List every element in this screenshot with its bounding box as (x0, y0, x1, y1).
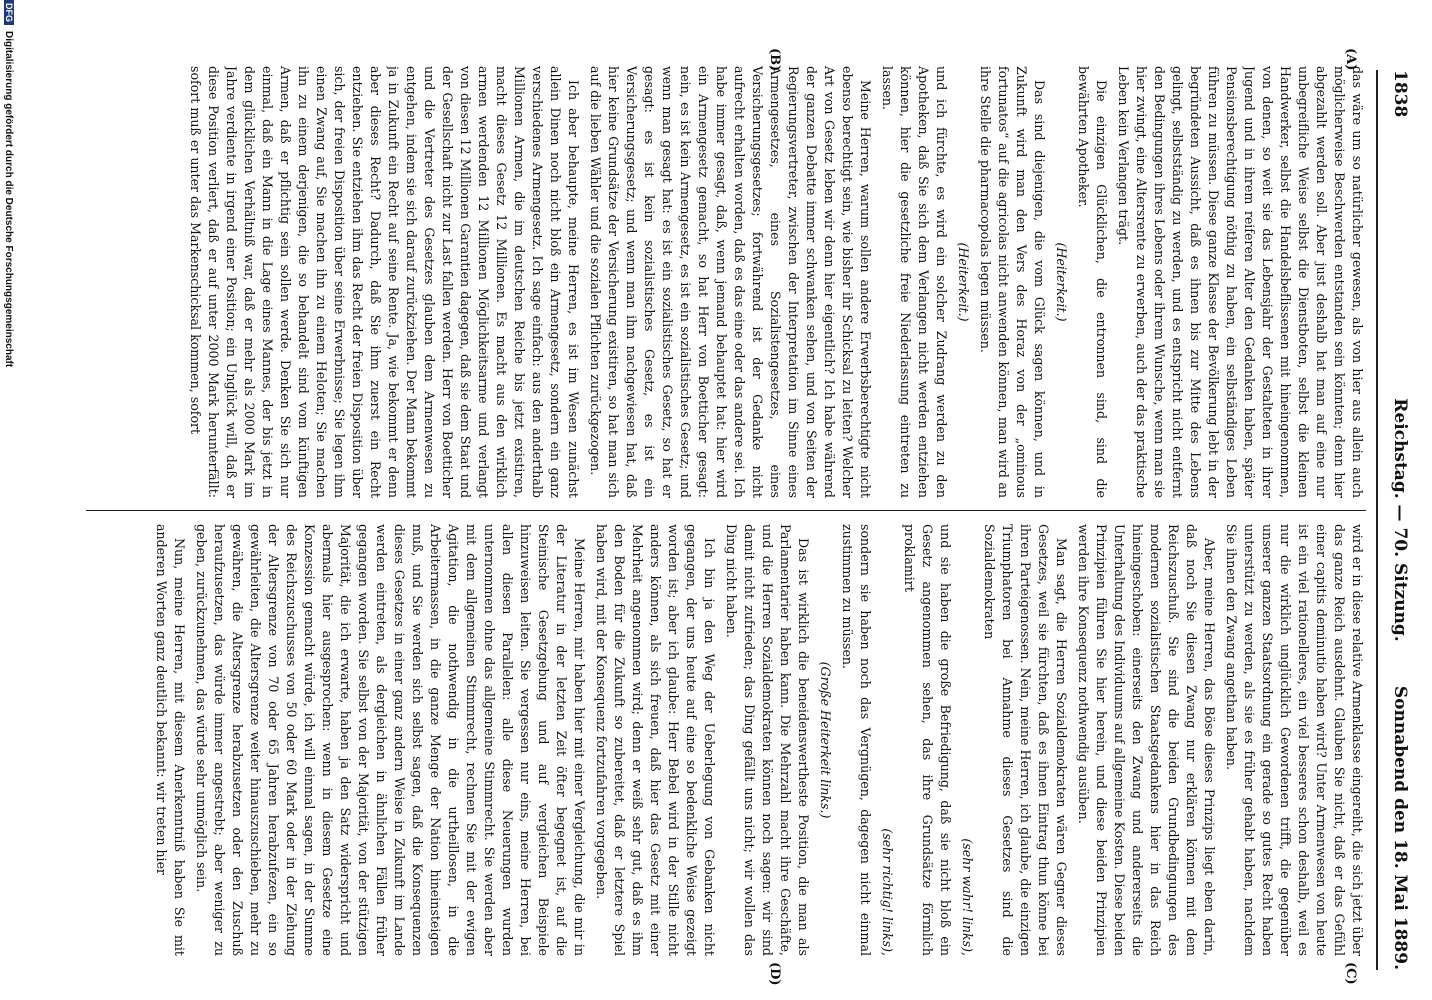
paragraph: Ich aber behaupte, meine Herren, es ist im Wesen zunächst allein Dinen noch nicht bloß ein Armengesetz, sondern ein ganz verschiedenes Armengesetz. Ich sage einfach: aus den anderthalb Millionen Armen, die im deutschen Reiche bis jetzt existiren, macht dieses Gesetz 12 Millionen. Es macht aus den wirklich armen werdenden 12 Millionen Möglichkeitsarme und verlangt von diesen 12 Millionen Garantien dagegen, daß sie dem Staat und der Gesellschaft nicht zur Last fallen werden. Herr von Boetticher und die Vertreter des Gesetzes glauben dem Armenwesen zu entgehen, indem sie sich darauf zurückziehen. Der Mann bekommt ja in Zukunft ein Recht auf seine Rente. Ja, wie bekommt er denn aber dieses Recht? Dadurch, daß Sie ihm zuerst ein Recht entziehen. Sie entziehen ihm das Recht der freien Disposition über sich, der freien Disposition über seine Erwerbnisse; Sie legen ihm einen Zwang auf, Sie machen ihn zu einem Heloten; Sie machen ihn zu einem derjenigen, die so behandelt sind vom künftigen Armen, daß er pflichtig sein sollen werde. Denken Sie sich nur einmal, daß ein Mann in die Lage eines Mannes, der bis jetzt in dem glücklichen Verhältniß war, daß er mehr als 2000 Mark im Jahre verdiente in irgend einer Position; ein Unglück will, daß er diese Position verliert, daß er auf unter 2000 Mark herunterfällt: sofort muß er unter das Markenschicksal kommen, sofort (188, 66, 581, 498)
paragraph: Ich bin ja den Weg der Ueberlegung von Gebanken nicht gegangen, der uns heute auf eine so bedenkliche Weise gezeigt worden ist; aber ich glaube: Herr Bebel wird in der Stille nicht anders können, als sich freuen, daß hier das Gesetz mit einer Mehrheit angenommen wird; denn er weiß sehr gut, daß es ihm den Boden für die Zukunft so zubereitet, daß er letztere Spiel haben wird, mit der Konsequenz fortzufahren vorgegeben. (594, 524, 717, 956)
margin-marker-b: (B) (767, 48, 782, 72)
margin-marker-c: (C) (1343, 962, 1358, 985)
interjection: (sehr richtig! links), (880, 828, 895, 956)
paragraph: Die einzigen Glücklichen, die entronnen sind, sind die bewährten Apotheker. (1076, 66, 1109, 498)
interjection: (Große Heiterkeit links.) (818, 661, 833, 819)
interjection: (sehr wahr! links), (960, 838, 975, 956)
paragraph: Man sagt, die Herren Sozialdemokraten wären Gegner dieses Gesetzes, weil sie fürchten, daß es ihnen Eintrag thun könne bei ihren Parteigenossen. Nein, meine Herren, ich glaube, die einzigen Triumphatoren bei Annahme dieses Gesetzes sind die Sozialdemokraten (982, 524, 1069, 956)
left-column (76, 66, 1366, 498)
header-date: Sonnabend den 18. Mai 1889. (1390, 685, 1410, 970)
paragraph: Meine Herren, mir haben hier mit einer Vergleichung, die mir in der Literatur in der letzten Zeit öfter begegnet ist, auf die Steinische Gesetzgebung und auf vergleichen Beispiele hinzuweisen leiten. Sie vergessen nur eins, meine Herren, bei allen diesen Parallelen: alle diese Neuerungen wurden unternommen ohne das allgemeine Stimmrecht. Sie werden aber mit dem allgemeinen Stimmrecht, rechnen Sie mit der ewigen Agitation, die nothwendig in die urtheillosen, in die Arbeitermassen, in die ganze Menge der Nation hineinsteigen muß, und Sie werden sich selbst sagen, daß die Konsequenzen dieses Gesetzes in einer ganz andern Weise in Zukunft im Lande werden eintreten, als dergleichen in ähnlichen Fällen früher gegangen worden. Sie selbst von der Majorität, von der stützigen Majorität, die ich erwarte, haben ja den Satz widerspricht und abermals hier ausgesprochen: wenn in diesem Gesetze eine Konzession gemacht würde, ich will einmal sagen, in der Summe des Reichszuschusses von 50 oder 60 Mark oder in der Ziehung der Altersgrenze von 70 oder 65 Jahren herabzufezen, ein so gewährleiten, die Altersgrenze weiter hinauszuschieben, mehr zu gewähren, die Altersgrenze herabzusetzen oder den Zuschuß heraufzusetzen, das würde immer angestrebt; aber weniger zu geben, zurückzunehmen, das würde sehr unmöglich sein. (194, 524, 587, 956)
margin-marker-a: (A) (1343, 48, 1358, 71)
digitization-footer (0, 0, 14, 1000)
paragraph: wird er in diese relative Armenklasse eingereiht, die sich jetzt über das ganze Reich ausdehnt. Glauben Sie nicht, daß er das Gefühl einer capitis deminutio haben wird? Unter Armenwesen von heute ist ein viel rationelleres, ein viel besseres schon deshalb, weil es nur die wirklich unglücklich Gewordenen trifft, die gegenüber unserer ganzen Staatsordnung ein gerade so gutes Recht haben unterstützt zu werden, als sie es früher gehabt haben, nachdem Sie ihnen den Zwang angethan haben. (1224, 524, 1365, 956)
paragraph: Aber, meine Herren, das Böse dieses Prinzips liegt eben darin, daß noch Sie diesen Zwang nur erklären können mit dem Reichszuschuß. Sie sind die beiden Grundbedingungen des modernen sozialistischen Staatsgedankens hier in das Reich hineingeschoben: einerseits den Zwang und andererseits die Unterhaltung des Individuums auf allgemeine Kosten. Diese beiden Prinzipien führen Sie hier herein, und diese beiden Prinzipien werden ihre Konsequenz nothwendig ausüben. (1076, 524, 1217, 956)
paragraph: sondern sie haben noch das Vergnügen, dagegen nicht einmal zustimmen zu müssen. (840, 524, 873, 956)
paragraph: Nun, meine Herren, mit diesem Anerkenntniß haben Sie mit anderen Worten ganz deutlich bekannt: wir treten hier (154, 524, 187, 956)
column-divider (86, 510, 1366, 511)
header-title: Reichstag. — 70. Sitzung. (1390, 398, 1410, 642)
footer-text: Digitalisierung gefördert durch die Deutsche Forschungsgemeinschaft (3, 31, 14, 368)
header-rule (1376, 70, 1378, 970)
paragraph: Das sind diejenigen, die vom Glück sagen können, und in Zukunft wird man den Vers des Horaz von der „ominous fortunatos“ auf die agricolas nicht anwenden können, man wird an ihre Stelle die pharmacopolas legen müssen. (978, 66, 1047, 498)
interjection: (Heiterkeit.) (1054, 242, 1069, 322)
paragraph: Meine Herren, warum sollen andere Erwerbsberechtigte nicht ebenso berechtigt sein, wie bisher ihr Schicksal zu leiten? Welcher Art von Gesetz leben wir denn hier eigentlich? Ich habe während der ganzen Debatte immer schwanken sehen, und von Seiten der Regierungsvertreter, zwischen der Interpretation im Sinne eines Armengesetzes, eines Sozialistengesetzes, eines Versicherungsgesetzes; fortwährend ist der Gedanke nicht aufrecht erhalten worden, daß es das eine oder das andere sei. Ich habe immer gesagt, daß, wenn jemand behauptet hat: hier wird ein Armengesetz gemacht, so hat Herr von Boetticher gesagt: nein, es ist kein Armengesetz, es ist ein sozialistisches Gesetz; und wenn man gesagt hat: es ist ein sozialistisches Gesetz, so hat er gesagt: es ist kein sozialistisches Gesetz, es ist ein Versicherungsgesetz; und wenn man ihm nachgewiesen hat, daß hier keine Grundsätze der Versicherung existiren, so hat man sich auf die lieben Wähler und die sozialen Pflichten zurückgezogen. (588, 66, 873, 498)
paragraph: und ich fürchte, es wird ein solcher Zudrang werden zu den Apotheken, daß Sie sich dem Verlangen nicht werden entziehen können, hier die gesetzliche freie Niederlassung eintreten zu lassen. (880, 66, 949, 498)
interjection: (Heiterkeit.) (956, 242, 971, 322)
paragraph: und sie haben die große Befriedigung, daß sie nicht bloß ein Gesetz angenommen sehen, das ihre Grundsätze förmlich proklamirt (902, 524, 953, 956)
right-column (76, 524, 1366, 956)
paragraph: das wäre um so natürlicher gewesen, als von hier aus allein auch möglicherweise Beschwerden entstanden sein könnten; denn hier abgezahlt werden soll. Aber just deshalb hat man auf eine nur unbegreifliche Weise selbst die Dienstboten, selbst die kleinen Handwerker, selbst die Handelsbeflissenen mit hineingenommen, von denen, so weit sie das Lebensjahr der Gestalteten in ihrer Jugend und in ihrem reiferen Alter den Gedanken haben, später Pensionsberechtigung nöthig zu haben, ein selbständiges Leben führen zu müssen. Diese ganze Klasse der Bevölkerung lebt in der begründeten Aussicht, daß es ihnen bis zur Mitte des Lebens gelingt, selbstständig zu werden, und es entspricht nicht entfernt den Bedingungen ihres Lebens oder ihrem Wunsche, wenn man sie hier zwingt, eine Altersrente zu erwerben, auch der das praktische Leben kein Verlangen trägt. (1116, 66, 1365, 498)
paragraph: Das ist wirklich die beneidenswertheste Position, die man als Parlamentarier haben kann. Die Mehrzahl macht ihre Geschäfte, und die Herren Sozialdemokraten können noch sagen: wir sind damit nicht zufrieden; das Ding gefällt uns nicht; wir wollen das Ding nicht haben. (724, 524, 811, 956)
dfg-logo: DFG (4, 0, 14, 25)
margin-marker-d: (D) (767, 962, 782, 986)
page-header (1380, 70, 1414, 970)
page-number: 1838 (1390, 70, 1410, 118)
